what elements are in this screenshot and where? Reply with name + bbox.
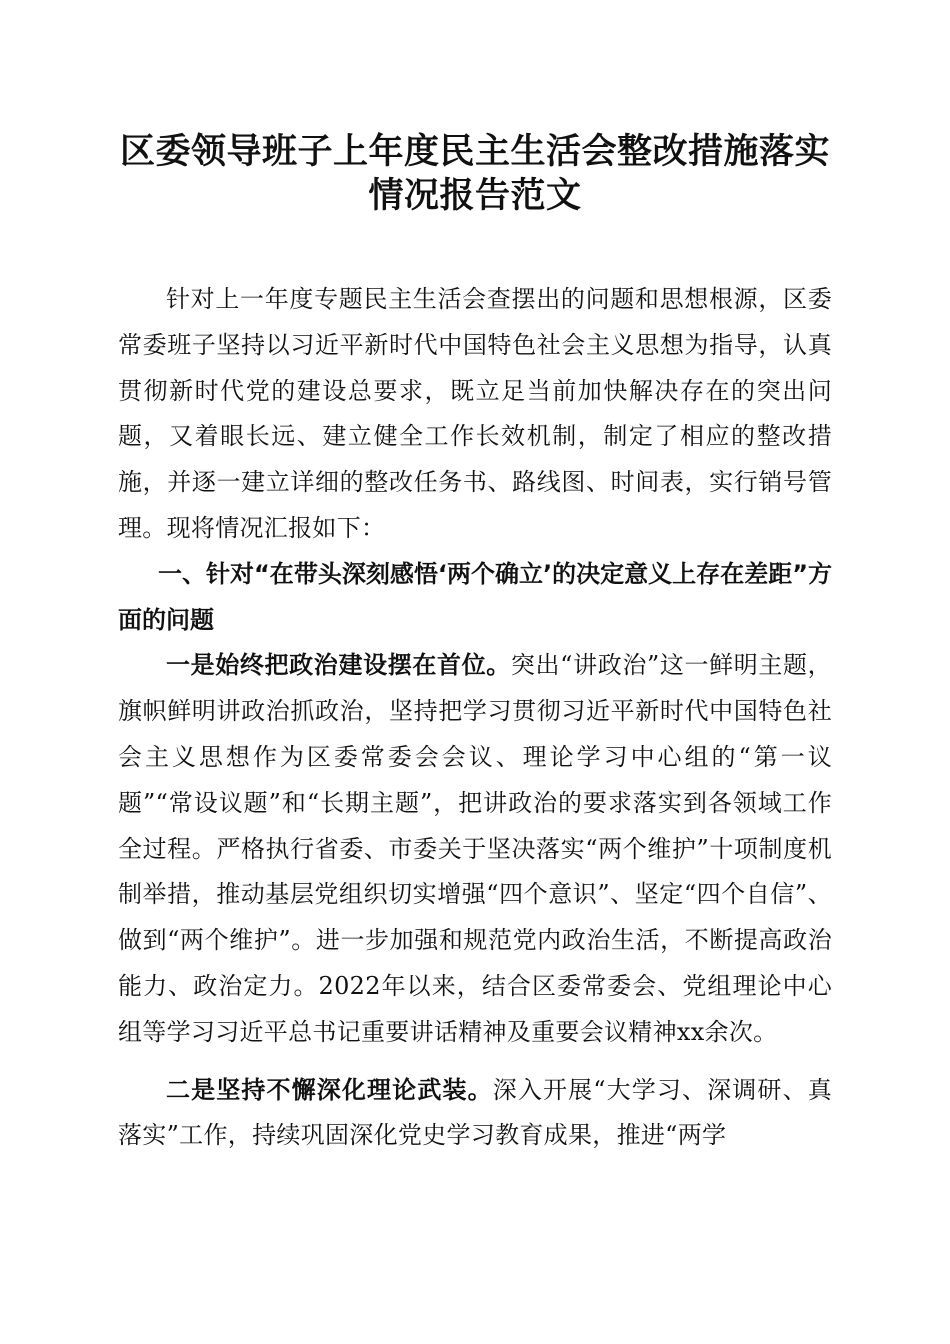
item-1-paragraph [118,643,832,1055]
document-title [118,130,832,218]
intro-paragraph: 针对上一年度专题民主生活会查摆出的问题和思想根源，区委常委班子坚持以习近平新时代中国特色社会主义思想为指导，认真贯彻新时代党的建设总要求，既立足当前加快解决存在的突出问题，又着眼长远、建立健全工作长效机制，制定了相应的整改措施，并逐一建立详细的整改任务书、路线图、时间表，实行销号管理。现将情况汇报如下： [118,285,832,542]
section-1-heading: 一、针对“在带头深刻感悟‘两个确立’的决定意义上存在差距”方面的问题 [118,559,832,634]
title-line-1: 区委领导班子上年度民主生活会整改措施落实 [119,131,830,172]
item-2-text: 深入开展“大学习、深调研、真落实”工作，持续巩固深化党史学习教育成果，推进“两学 [118,1075,832,1150]
item-1-text: 突出“讲政治”这一鲜明主题，旗帜鲜明讲政治抓政治，坚持把学习贯彻习近平新时代中国特色社会主义思想作为区委常委会会议、理论学习中心组的“第一议题”“常设议题”和“长期主题”，把讲政治的要求落实到各领域工作全过程。严格执行省委、市委关于坚决落实“两个维护”十项制度机制举措，推动基层党组织切实增强“四个意识”、坚定“四个自信”、做到“两个维护”。进一步加强和规范党内政治生活，不断提高政治能力、政治定力。2022年以来，结合区委常委会、党组理论中心组等学习习近平总书记重要讲话精神及重要会议精神xx余次。 [118,651,832,1046]
document-page [118,130,832,1159]
document-body [118,277,832,1159]
item-1-lead: 一是始终把政治建设摆在首位。 [166,651,511,680]
item-2-paragraph [118,1068,832,1160]
title-line-2: 情况报告范文 [368,175,582,216]
item-2-lead: 二是坚持不懈深化理论武装。 [166,1075,493,1104]
